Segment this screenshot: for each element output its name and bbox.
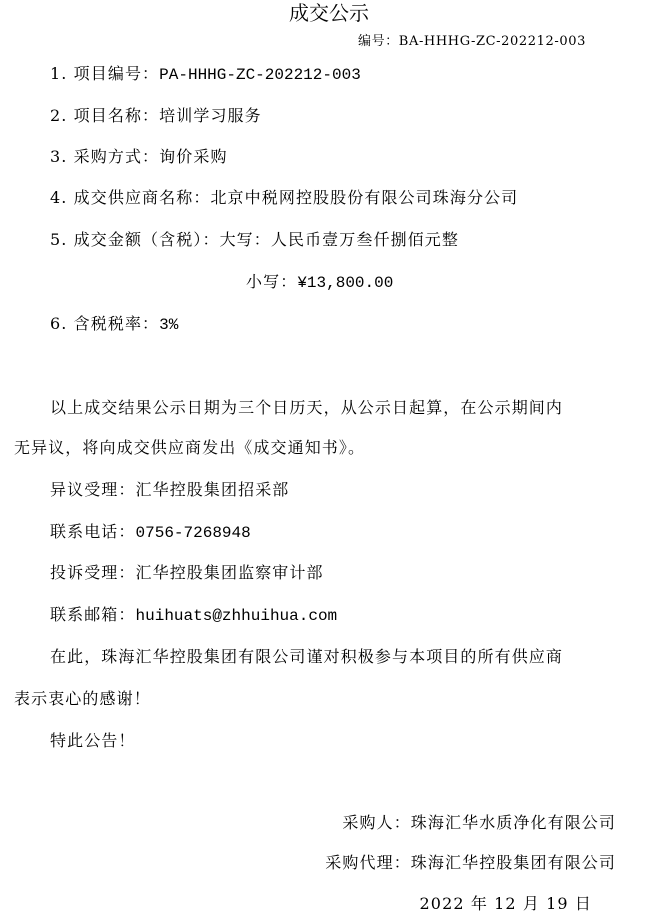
- item-value: 培训学习服务: [159, 106, 262, 125]
- email-label: 联系邮箱：: [50, 605, 136, 624]
- item-tax-rate: [50, 314, 178, 335]
- email-address: huihuats@zhhuihua.com: [135, 607, 338, 625]
- item-amount: [50, 230, 459, 250]
- thanks-line-1: 在此，珠海汇华控股集团有限公司谨对积极参与本项目的所有供应商: [50, 647, 564, 666]
- item-label: 4. 成交供应商名称：: [50, 188, 211, 207]
- notice-paragraph-line-1: 以上成交结果公示日期为三个日历天，从公示日起算，在公示期间内: [50, 398, 564, 417]
- reference-number: 编号：BA-HHHG-ZC-202212-003: [358, 34, 586, 49]
- purchaser-signature: 采购人：珠海汇华水质净化有限公司: [342, 813, 616, 832]
- item-label: 5. 成交金额（含税）：: [50, 230, 220, 249]
- item-amount-figures: [246, 272, 393, 293]
- complaint-contact: 投诉受理：汇华控股集团监察审计部: [50, 563, 324, 582]
- agent-signature: 采购代理：珠海汇华控股集团有限公司: [325, 853, 616, 872]
- item-project-name: [50, 106, 262, 126]
- item-value: 询价采购: [159, 147, 228, 166]
- email-line: [50, 605, 337, 626]
- objection-contact: 异议受理：汇华控股集团招采部: [50, 480, 290, 499]
- phone-line: [50, 522, 251, 543]
- phone-number: 0756-7268948: [135, 524, 251, 542]
- closing-statement: 特此公告！: [50, 731, 136, 750]
- thanks-line-2: 表示衷心的感谢！: [14, 689, 151, 708]
- notice-paragraph-line-2: 无异议，将向成交供应商发出《成交通知书》。: [14, 438, 366, 457]
- item-value: 3%: [159, 316, 179, 334]
- item-procurement-method: [50, 147, 228, 167]
- item-label: 3. 采购方式：: [50, 147, 160, 166]
- item-label: 1. 项目编号：: [50, 64, 160, 83]
- item-value: 大写：人民币壹万叁仟捌佰元整: [219, 230, 459, 249]
- phone-label: 联系电话：: [50, 522, 136, 541]
- announcement-date: 2022 年 12 月 19 日: [419, 894, 592, 913]
- item-label: 6. 含税税率：: [50, 314, 160, 333]
- item-value: PA-HHHG-ZC-202212-003: [159, 66, 361, 84]
- item-project-number: [50, 64, 361, 85]
- item-label: 2. 项目名称：: [50, 106, 160, 125]
- item-value: ¥13,800.00: [297, 274, 394, 292]
- item-value: 北京中税网控股股份有限公司珠海分公司: [210, 188, 519, 207]
- item-label: 小写：: [246, 272, 298, 291]
- page-title: 成交公示: [289, 1, 369, 25]
- item-supplier: [50, 188, 518, 208]
